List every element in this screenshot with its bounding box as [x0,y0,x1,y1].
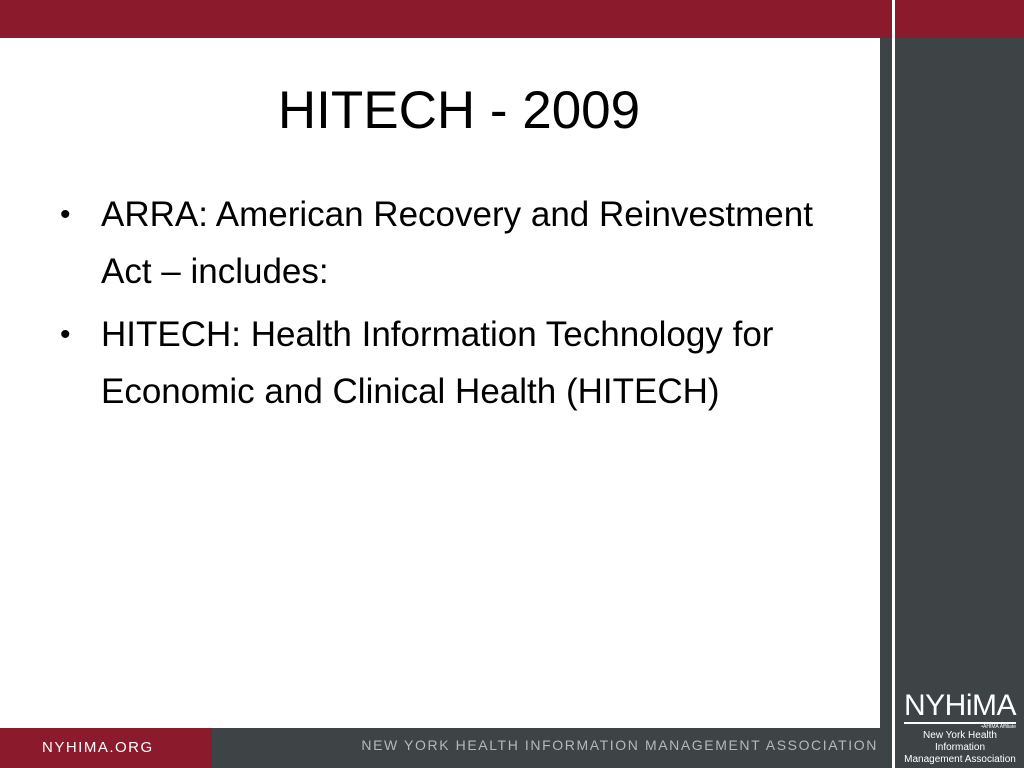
slide-title: HITECH - 2009 [277,81,641,140]
logo-line-2: Management Association [904,754,1016,765]
logo-affiliate: •AHIMA Affiliate [981,724,1016,730]
top-accent-bar [0,0,1024,38]
bullet-list [60,186,860,426]
nyhima-logo [900,689,1020,765]
logo-mark: NYHiMA [904,689,1017,722]
bullet-dot-icon: • [60,198,71,231]
footer-website: NYHIMA.ORG [0,728,212,768]
bullet-item-arra [60,186,860,300]
logo-line-1: New York Health Information [923,730,997,753]
bullet-item-hitech [60,306,860,420]
bullet-text: HITECH: Health Information Technology for Economic and Clinical Health (HITECH) [101,315,774,411]
side-panel [880,38,1024,768]
bullet-text: ARRA: American Recovery and Reinvestment Act – includes: [101,195,813,291]
footer-organization: NEW YORK HEALTH INFORMATION MANAGEMENT ASSOCIATION [212,728,880,768]
bullet-dot-icon: • [60,318,71,351]
